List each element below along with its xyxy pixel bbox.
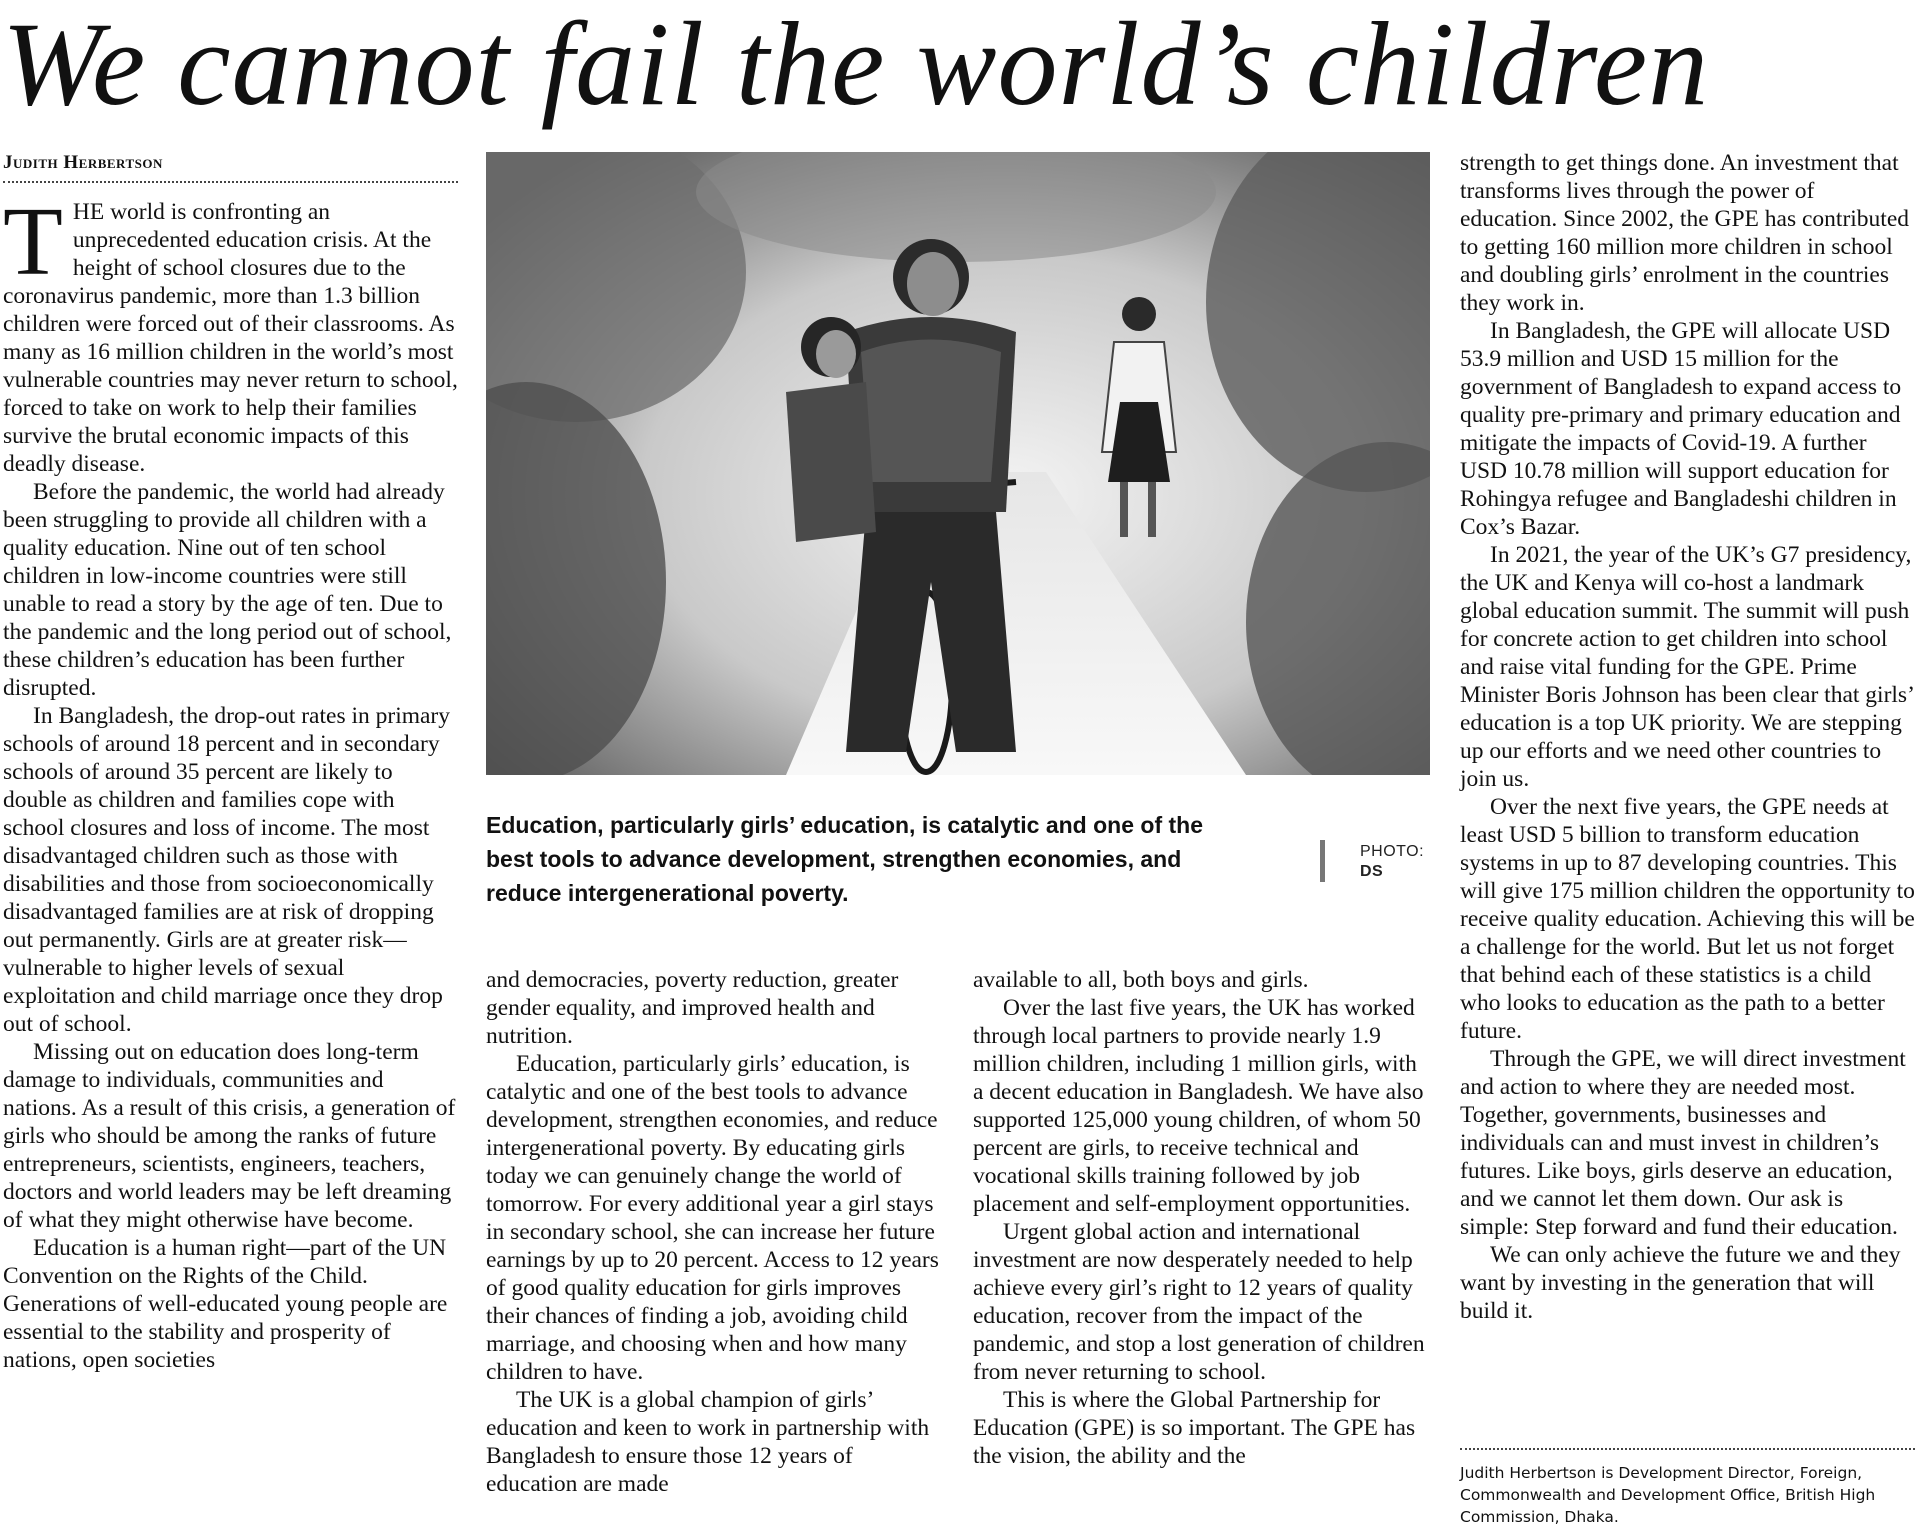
end-divider bbox=[1460, 1448, 1915, 1450]
paragraph: Missing out on education does long-term damage to individuals, communities and nations. As a result of this crisis, a generation of girls who should be among the ranks of future entrepreneurs, scientists, engineers, teachers, doctors and world leaders may be left dreaming of what they might otherwise have become. bbox=[3, 1039, 456, 1233]
article-column-3 bbox=[973, 966, 1425, 1470]
paragraph: Before the pandemic, the world had already been struggling to provide all children with a quality education. Nine out of ten school children in low-income countries were still unable to read a story by the age of ten. Due to the pandemic and the long period out of school, these children’s education has been further disrupted. bbox=[3, 479, 452, 701]
paragraph: In Bangladesh, the GPE will allocate USD 53.9 million and USD 15 million for the government of Bangladesh to expand access to quality pre-primary and primary education and mitigate the impacts of Covid-19. A further USD 10.78 million will support education for Rohingya refugee and Bangladeshi children in Cox’s Bazar. bbox=[1460, 318, 1902, 540]
paragraph: and democracies, poverty reduction, greater gender equality, and improved health and nutrition. bbox=[486, 967, 899, 1049]
paragraph: Education, particularly girls’ education, is catalytic and one of the best tools to advance development, strengthen economies, and reduce intergenerational poverty. By educating girls today we can genuinely change the world of tomorrow. For every additional year a girl stays in secondary school, she can increase her future earnings by up to 20 percent. Access to 12 years of good quality education for girls improves their chances of finding a job, avoiding child marriage, and choosing when and how many children to have. bbox=[486, 1051, 939, 1385]
paragraph: strength to get things done. An investment that transforms lives through the power of education. Since 2002, the GPE has contributed to getting 160 million more children in school and doubling girls’ enrolment in the countries they work in. bbox=[1460, 150, 1910, 316]
paragraph: available to all, both boys and girls. bbox=[973, 967, 1309, 993]
author-bio: Judith Herbertson is Development Director, Foreign, Commonwealth and Development Office, British High Commission, Dhaka. bbox=[1460, 1464, 1876, 1526]
photo-credit bbox=[1360, 842, 1440, 882]
article-column-2 bbox=[486, 966, 946, 1498]
article-column-1 bbox=[3, 188, 458, 1374]
paragraph: In Bangladesh, the drop-out rates in primary schools of around 18 percent and in secondary schools of around 35 percent are likely to double as children and families cope with school closures and loss of income. The most disadvantaged children such as those with disabilities and those from socioeconomically disadvantaged families are at risk of dropping out permanently. Girls are at greater risk—vulnerable to higher levels of sexual exploitation and child marriage once they drop out of school. bbox=[3, 703, 451, 1037]
byline: Judith Herbertson bbox=[3, 152, 163, 173]
credit-divider bbox=[1320, 840, 1325, 882]
article-photo bbox=[486, 152, 1430, 775]
paragraph: In 2021, the year of the UK’s G7 presidency, the UK and Kenya will co-host a landmark global education summit. The summit will push for concrete action to get children into school and raise vital funding for the GPE. Prime Minister Boris Johnson has been clear that girls’ education is a top UK priority. We are stepping up our efforts and we need other countries to join us. bbox=[1460, 542, 1914, 792]
girls-on-bicycle-photo bbox=[486, 152, 1430, 775]
paragraph: Over the last five years, the UK has worked through local partners to provide nearly 1.9 million children, including 1 million girls, with a decent education in Bangladesh. We have also supported 125,000 young children, of whom 50 percent are girls, to receive technical and vocational skills training followed by job placement and self-employment opportunities. bbox=[973, 995, 1424, 1217]
paragraph-text: HE world is confronting an unprecedented education crisis. At the height of school closures due to the coronavirus pandemic, more than 1.3 billion children were forced out of their classrooms. As many as 16 million children in the world’s most vulnerable countries may never return to school, forced to take on work to help their families survive the brutal economic impacts of this deadly disease. bbox=[3, 199, 458, 477]
paragraph bbox=[3, 188, 458, 478]
photo-credit-label: PHOTO: bbox=[1360, 843, 1425, 860]
paragraph: Over the next five years, the GPE needs at least USD 5 billion to transform education systems in up to 87 developing countries. This will give 175 million children the opportunity to receive quality education. Achieving this will be a challenge for the world. But let us not forget that behind each of these statistics is a child who looks to education as the path to a better future. bbox=[1460, 794, 1915, 1044]
article-column-4 bbox=[1460, 149, 1915, 1325]
paragraph: Through the GPE, we will direct investment and action to where they are needed most. Together, governments, businesses and individuals can and must invest in children’s futures. Like boys, girls deserve an education, and we cannot let them down. Our ask is simple: Step forward and fund their education. bbox=[1460, 1046, 1906, 1240]
photo-caption: Education, particularly girls’ education, is catalytic and one of the best tools to advance development, strengthen economies, and reduce intergenerational poverty. bbox=[486, 812, 1203, 906]
paragraph: The UK is a global champion of girls’ education and keen to work in partnership with Bangladesh to ensure those 12 years of education are made bbox=[486, 1387, 930, 1497]
paragraph: We can only achieve the future we and they want by investing in the generation that will build it. bbox=[1460, 1242, 1901, 1324]
paragraph: Education is a human right—part of the UN Convention on the Rights of the Child. Generations of well-educated young people are essential to the stability and prosperity of nations, open societies bbox=[3, 1235, 448, 1373]
photo-credit-name: DS bbox=[1360, 863, 1384, 880]
paragraph: This is where the Global Partnership for Education (GPE) is so important. The GPE has the vision, the ability and the bbox=[973, 1387, 1416, 1469]
headline: We cannot fail the world’s children bbox=[2, 0, 1710, 130]
paragraph: Urgent global action and international investment are now desperately needed to help achieve every girl’s right to 12 years of quality education, recover from the impact of the pandemic, and stop a lost generation of children from never returning to school. bbox=[973, 1219, 1425, 1385]
byline-divider bbox=[3, 181, 458, 183]
drop-cap: T bbox=[3, 188, 63, 296]
